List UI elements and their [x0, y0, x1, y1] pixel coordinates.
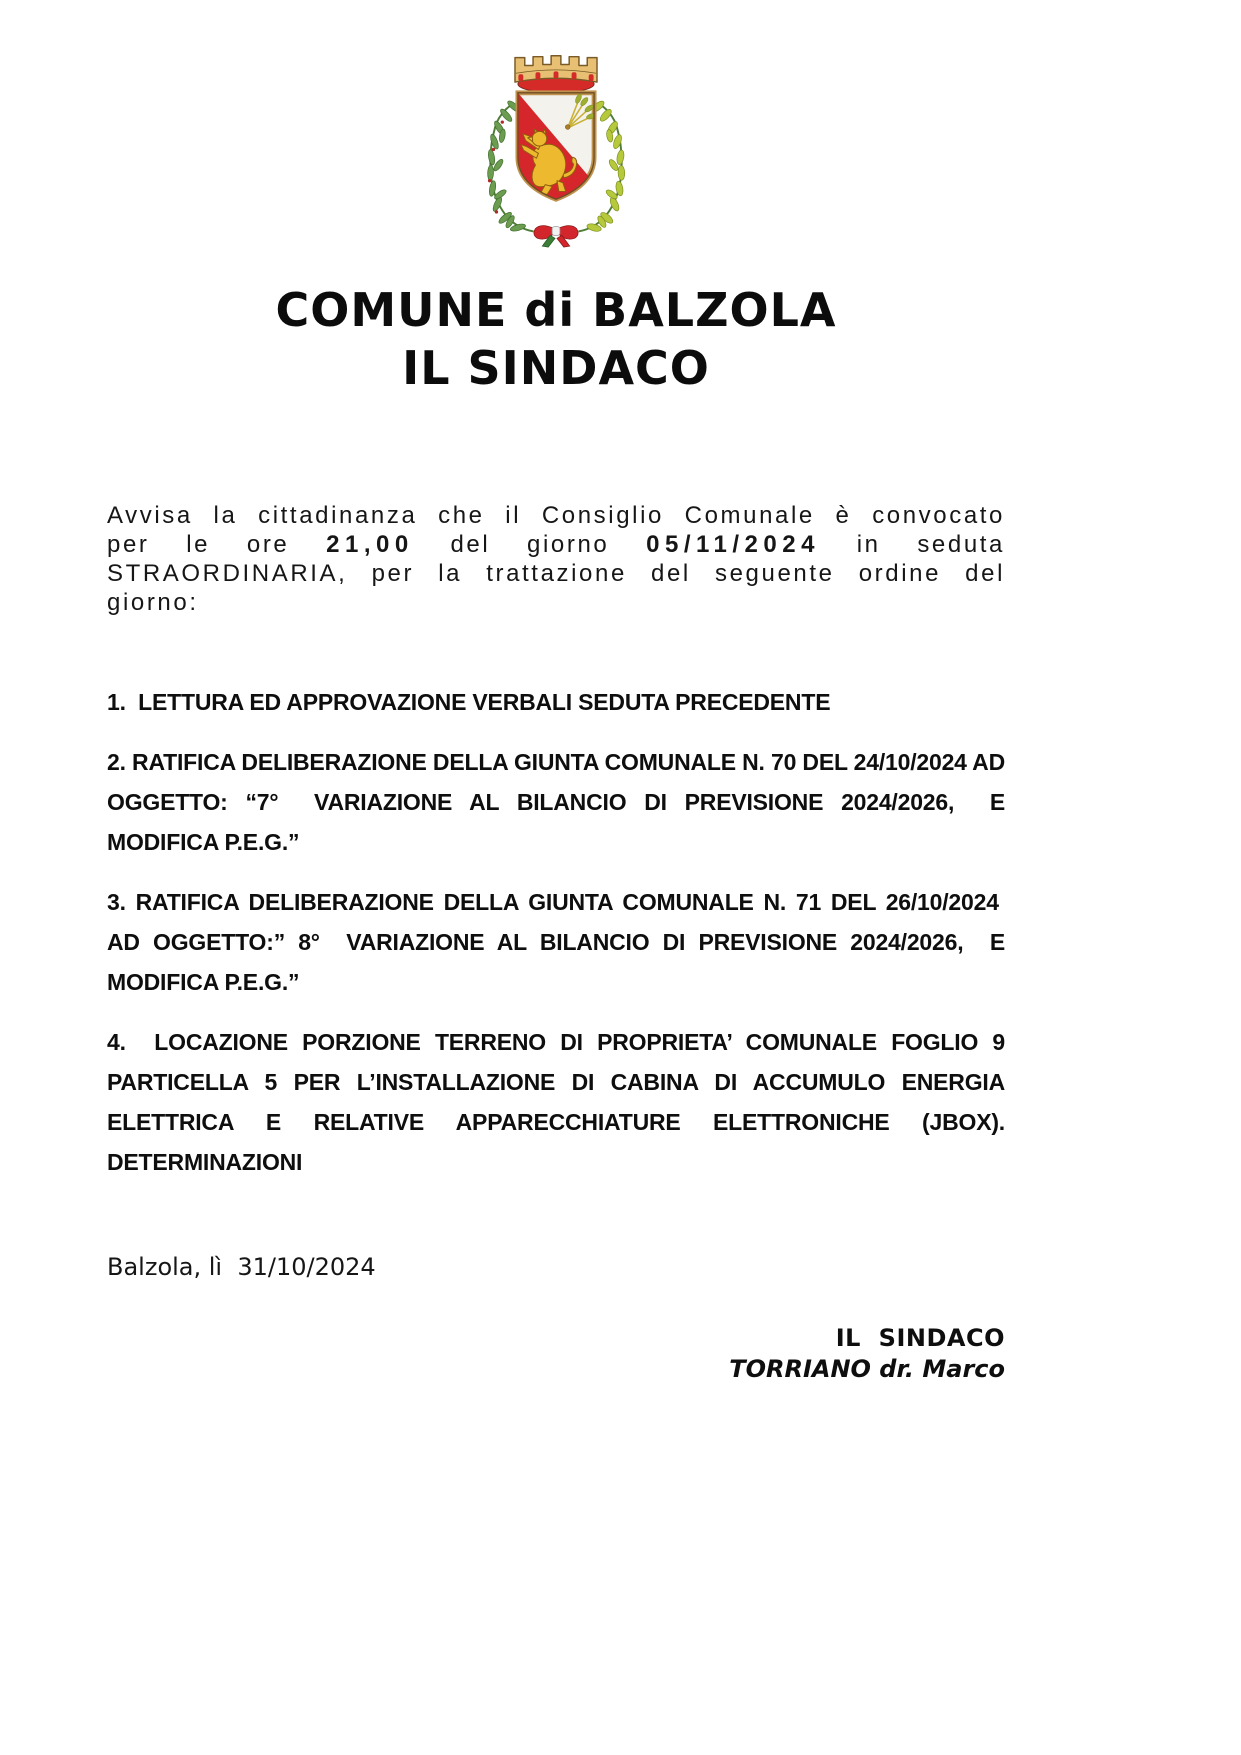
intro-time: 21,00 — [326, 531, 414, 558]
agenda-item-1: 1. LETTURA ED APPROVAZIONE VERBALI SEDUTA PRECEDENTE — [107, 689, 831, 715]
coat-of-arms — [107, 0, 1005, 259]
agenda-item-4: 4. LOCAZIONE PORZIONE TERRENO DI PROPRIETA’ COMUNALE FOGLIO 9 PARTICELLA 5 PER L’INSTALLAZIONE DI CABINA DI ACCUMULO ENERGIA ELETTRICA E RELATIVE APPARECCHIATURE ELETTRONICHE (JBOX). DETERMINAZIONI — [107, 1029, 1005, 1175]
signature-block — [107, 1323, 1005, 1385]
signature-name: TORRIANO dr. Marco — [729, 1355, 1005, 1383]
place-date-line: Balzola, lì 31/10/2024 — [107, 1253, 376, 1281]
intro-text: Avvisa la cittadinanza che il Consiglio Comunale è convocato per le ore — [107, 502, 1005, 558]
intro-text: del giorno — [413, 531, 647, 558]
agenda-item-3: 3. RATIFICA DELIBERAZIONE DELLA GIUNTA COMUNALE N. 71 DEL 26/10/2024 AD OGGETTO:” 8° VARIAZIONE AL BILANCIO DI PREVISIONE 2024/2026, E MODIFICA P.E.G.” — [107, 889, 1005, 995]
page-title — [107, 281, 1005, 397]
title-line-sindaco: IL SINDACO — [402, 341, 710, 395]
agenda-item-2: 2. RATIFICA DELIBERAZIONE DELLA GIUNTA COMUNALE N. 70 DEL 24/10/2024 AD OGGETTO: “7° VARIAZIONE AL BILANCIO DI PREVISIONE 2024/2026, E MODIFICA P.E.G.” — [107, 749, 1005, 855]
signature-title: IL SINDACO — [835, 1324, 1005, 1352]
intro-paragraph — [107, 501, 1005, 617]
intro-text: in seduta STRAORDINARIA, per la trattazione del seguente ordine del giorno: — [107, 531, 1005, 616]
agenda-list — [107, 682, 1005, 1182]
coat-of-arms-icon — [473, 40, 639, 255]
title-line-comune: COMUNE di BALZOLA — [275, 283, 837, 337]
intro-date: 05/11/2024 — [646, 531, 820, 558]
